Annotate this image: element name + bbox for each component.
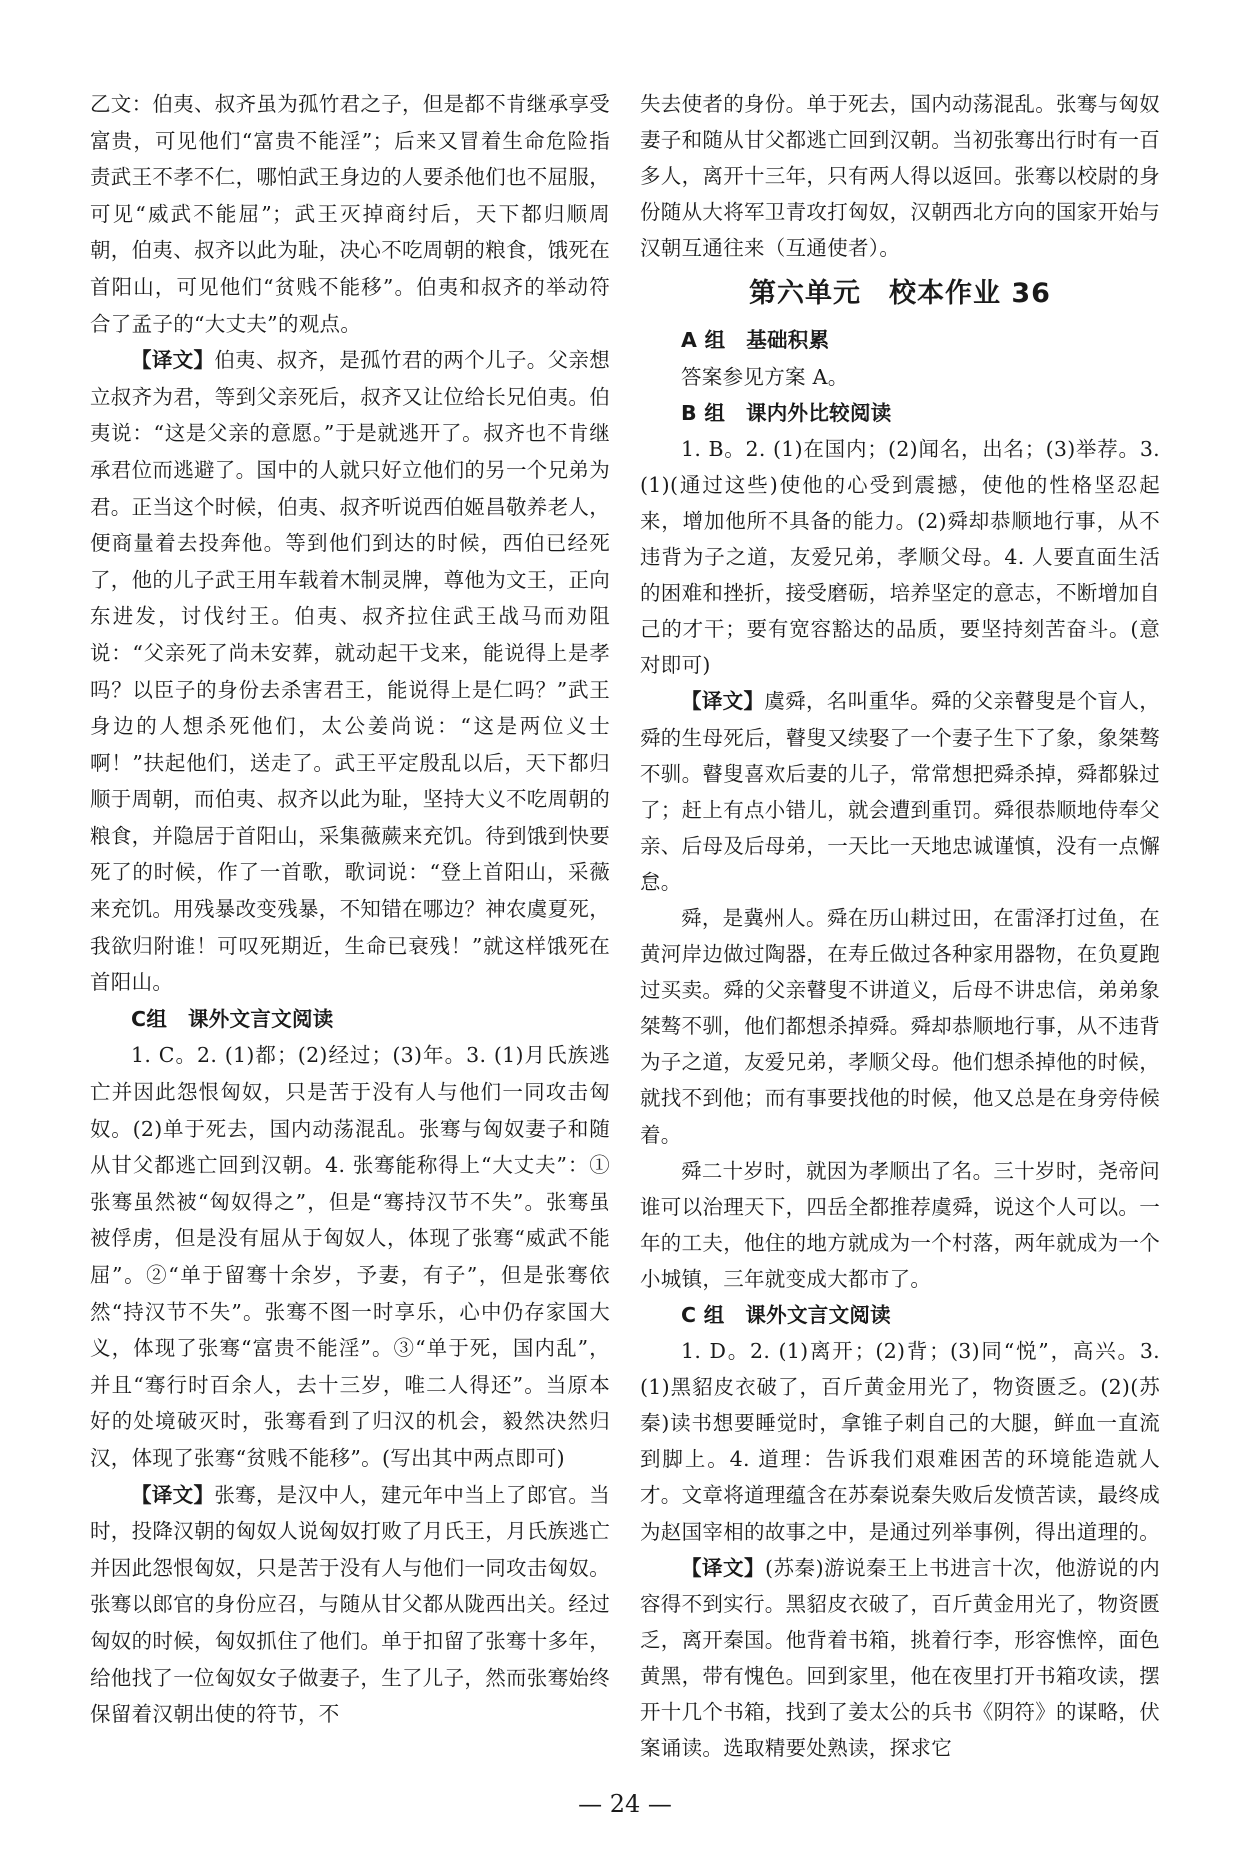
- page-number: — 24 —: [578, 1790, 672, 1818]
- shun-paragraph: 舜二十岁时，就因为孝顺出了名。三十岁时，尧帝问谁可以治理天下，四岳全都推荐虞舜，说这个人可以。一年的工夫，他住的地方就成为一个村落，两年就成为一个小城镇，三年就变成大都市了。: [640, 1158, 1160, 1291]
- yiwen-paragraph: 乙文：伯夷、叔齐虽为孤竹君之子，但是都不肯继承享受富贵，可见他们“富贵不能淫”；后来又冒着生命危险指责武王不孝不仁，哪怕武王身边的人要杀他们也不屈服，可见“威武不能屈”；武王灭掉商纣后，天下都归顺周朝，伯夷、叔齐以此为耻，决心不吃周朝的粮食，饿死在首阳山，可见他们“贫贱不能移”。伯夷和叔齐的举动符合了孟子的“大丈夫”的观点。: [90, 92, 610, 336]
- group-a-text: 答案参见方案 A。: [681, 364, 849, 389]
- group-c-heading: C组 课外文言文阅读: [131, 1006, 334, 1031]
- translation-paragraph: [90, 342, 610, 1001]
- unit-title: 第六单元 校本作业 36: [749, 278, 1051, 310]
- translation-text: (苏秦)游说秦王上书进言十次，他游说的内容得不到实行。黑貂皮衣破了，百斤黄金用光了，物资匮乏，离开秦国。他背着书箱，挑着行李，形容憔悴，面色黄黑，带有愧色。回到家里，他在夜里打开书箱攻读，摆开十几个书箱，找到了姜太公的兵书《阴符》的谋略，伏案诵读。选取精要处熟读，探求它: [640, 1555, 1161, 1761]
- group-a-heading: A 组 基础积累: [681, 328, 830, 353]
- left-column: [90, 86, 610, 1733]
- translation-paragraph: [640, 683, 1160, 900]
- translation-paragraph: [90, 1477, 610, 1733]
- translation-label: 【译文】: [681, 1555, 766, 1580]
- group-c-answers: 1. C。2. (1)都；(2)经过；(3)年。3. (1)月氏族逃亡并因此怨恨匈奴，只是苦于没有人与他们一同攻击匈奴。(2)单于死去，国内动荡混乱。张骞与匈奴妻子和随从甘父都逃亡回到汉朝。4. 张骞能称得上“大丈夫”：①张骞虽然被“匈奴得之”，但是“骞持汉节不失”。张骞虽被俘虏，但是没有屈从于匈奴人，体现了张骞“威武不能屈”。②“单于留骞十余岁，予妻，有子”，但是张骞依然“持汉节不失”。张骞不图一时享乐，心中仍存家国大义，体现了张骞“富贵不能淫”。③“单于死，国内乱”，并且“骞行时百余人，去十三岁，唯二人得还”。当原本好的处境破灭时，张骞看到了归汉的机会，毅然决然归汉，体现了张骞“贫贱不能移”。(写出其中两点即可): [90, 1043, 610, 1470]
- translation-label: 【译文】: [681, 689, 765, 714]
- right-column: [640, 86, 1160, 1766]
- shun-paragraph: 舜，是冀州人。舜在历山耕过田，在雷泽打过鱼，在黄河岸边做过陶器，在寿丘做过各种家用器物，在负夏跑过买卖。舜的父亲瞽叟不讲道义，后母不讲忠信，弟弟象桀骜不驯，他们都想杀掉舜。舜却恭顺地行事，从不违背为子之道，友爱兄弟，孝顺父母。他们想杀掉他的时候，就找不到他；而有事要找他的时候，他又总是在身旁侍候着。: [640, 905, 1160, 1147]
- group-c-heading: C 组 课外文言文阅读: [681, 1303, 891, 1327]
- translation-text: 张骞，是汉中人，建元年中当上了郎官。当时，投降汉朝的匈奴人说匈奴打败了月氏王，月氏族逃亡并因此怨恨匈奴，只是苦于没有人与他们一同攻击匈奴。张骞以郎官的身份应召，与随从甘父都从陇西出关。经过匈奴的时候，匈奴抓住了他们。单于扣留了张骞十多年，给他找了一位匈奴女子做妻子，生了儿子，然而张骞始终保留着汉朝出使的符节，不: [90, 1482, 610, 1727]
- group-c-answers: 1. D。2. (1)离开；(2)背；(3)同“悦”，高兴。3. (1)黑貂皮衣破了，百斤黄金用光了，物资匮乏。(2)(苏秦)读书想要睡觉时，拿锥子刺自己的大腿，鲜血一直流到脚上。4. 道理：告诉我们艰难困苦的环境能造就人才。文章将道理蕴含在苏秦说秦失败后发愤苦读，最终成为赵国宰相的故事之中，是通过列举事例，得出道理的。: [640, 1339, 1160, 1544]
- translation-paragraph: [640, 1550, 1160, 1767]
- translation-text: 伯夷、叔齐，是孤竹君的两个儿子。父亲想立叔齐为君，等到父亲死后，叔齐又让位给长兄伯夷。伯夷说：“这是父亲的意愿。”于是就逃开了。叔齐也不肯继承君位而逃避了。国中的人就只好立他们的另一个兄弟为君。正当这个时候，伯夷、叔齐听说西伯姬昌敬养老人，便商量着去投奔他。等到他们到达的时候，西伯已经死了，他的儿子武王用车载着木制灵牌，尊他为文王，正向东进发，讨伐纣王。伯夷、叔齐拉住武王战马而劝阻说：“父亲死了尚未安葬，就动起干戈来，能说得上是孝吗？以臣子的身份去杀害君王，能说得上是仁吗？”武王身边的人想杀死他们，太公姜尚说：“这是两位义士啊！”扶起他们，送走了。武王平定殷乱以后，天下都归顺于周朝，而伯夷、叔齐以此为耻，坚持大义不吃周朝的粮食，并隐居于首阳山，采集薇蕨来充饥。待到饿到快要死了的时候，作了一首歌，歌词说：“登上首阳山，采薇来充饥。用残暴改变残暴，不知错在哪边？神农虞夏死，我欲归附谁！可叹死期近，生命已衰残！”就这样饿死在首阳山。: [90, 348, 610, 995]
- translation-text: 虞舜，名叫重华。舜的父亲瞽叟是个盲人，舜的生母死后，瞽叟又续娶了一个妻子生下了象，象桀骜不驯。瞽叟喜欢后妻的儿子，常常想把舜杀掉，舜都躲过了；赶上有点小错儿，就会遭到重罚。舜很恭顺地侍奉父亲、后母及后母弟，一天比一天地忠诚谨慎，没有一点懈怠。: [640, 689, 1160, 894]
- continuation-paragraph: 失去使者的身份。单于死去，国内动荡混乱。张骞与匈奴妻子和随从甘父都逃亡回到汉朝。当初张骞出行时有一百多人，离开十三年，只有两人得以返回。张骞以校尉的身份随从大将军卫青攻打匈奴，汉朝西北方向的国家开始与汉朝互通往来（互通使者）。: [640, 92, 1160, 261]
- group-b-answers: 1. B。2. (1)在国内；(2)闻名，出名；(3)举荐。3. (1)(通过这些)使他的心受到震撼，使他的性格坚忍起来，增加他所不具备的能力。(2)舜却恭顺地行事，从不违背为子之道，友爱兄弟，孝顺父母。4. 人要直面生活的困难和挫折，接受磨砺，培养坚定的意志，不断增加自己的才干；要有宽容豁达的品质，要坚持刻苦奋斗。(意对即可): [640, 436, 1160, 678]
- group-b-heading: B 组 课内外比较阅读: [681, 400, 892, 425]
- translation-label: 【译文】: [131, 1482, 215, 1507]
- translation-label: 【译文】: [131, 348, 215, 373]
